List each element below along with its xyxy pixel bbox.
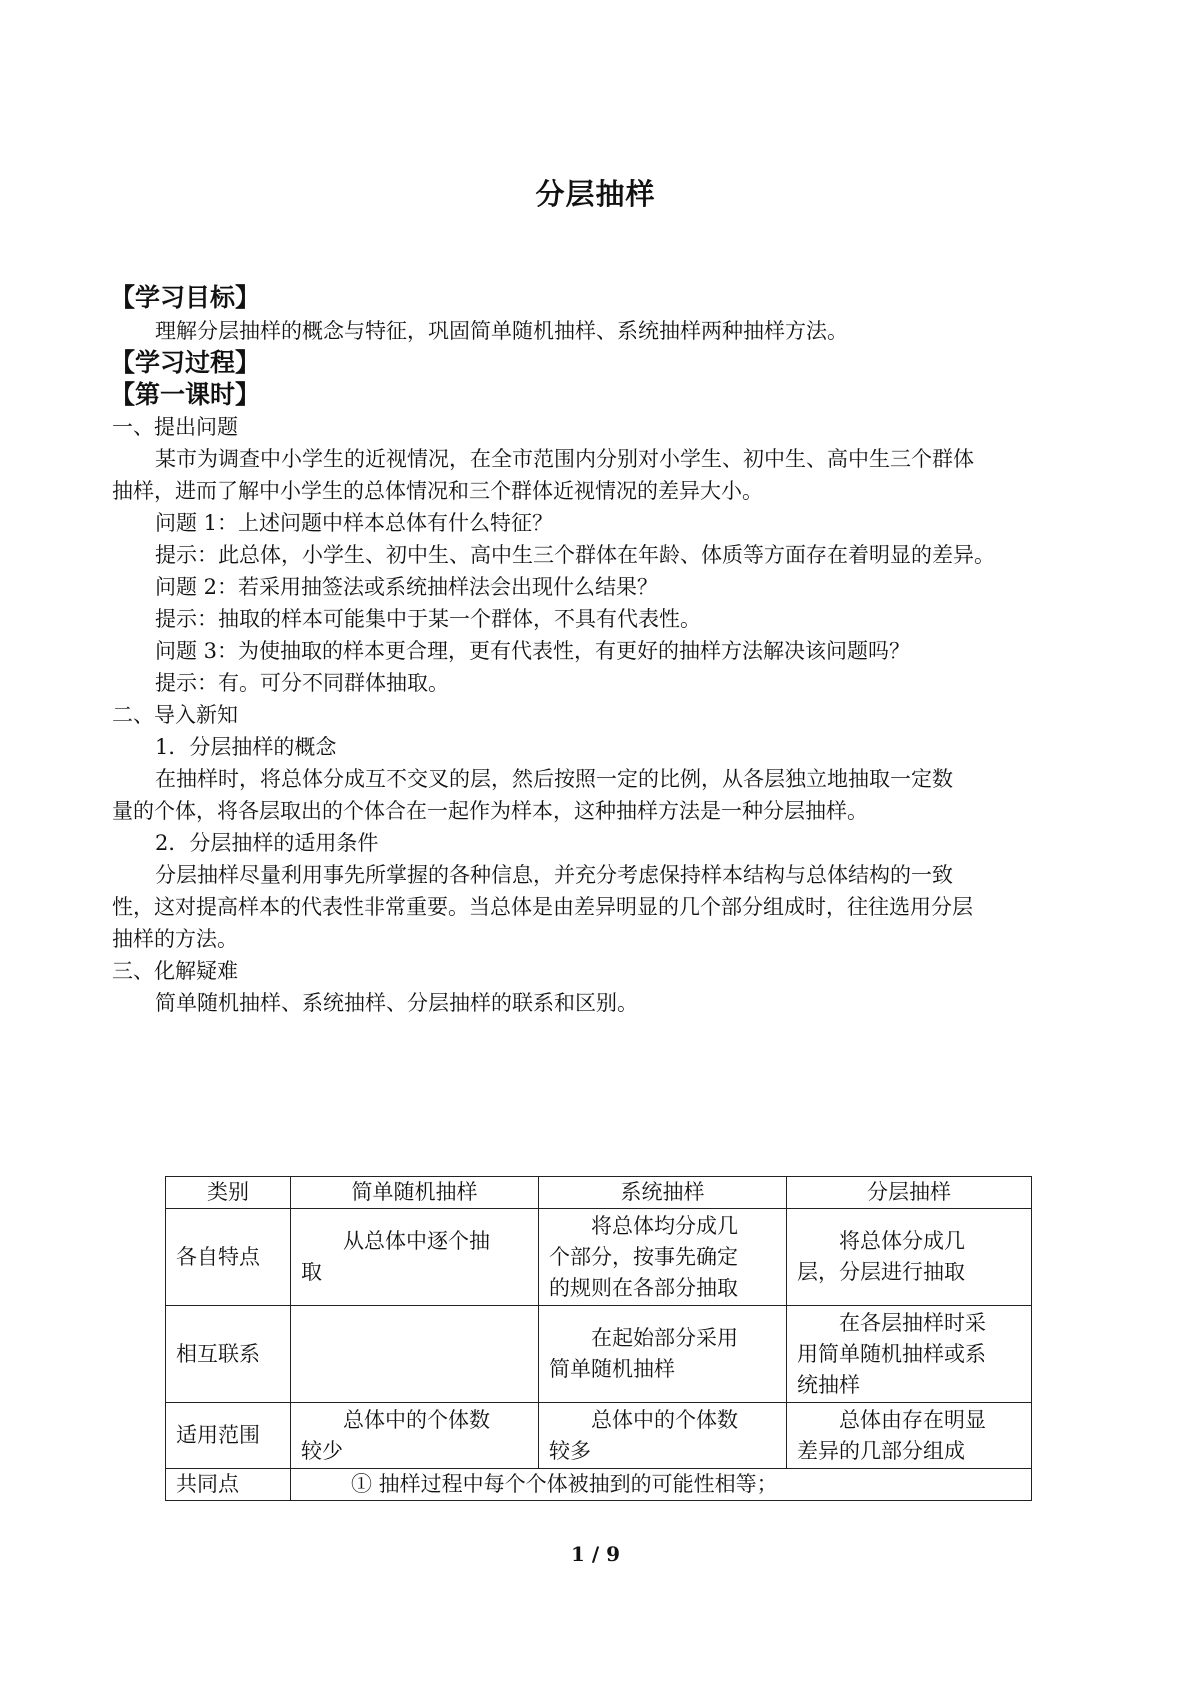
page-number: 1 / 9 (570, 1542, 621, 1566)
part3-heading: 三、化解疑难 (112, 959, 238, 983)
table-header-row (166, 1177, 1032, 1209)
cell-line: 总体中的个体数 (591, 1407, 738, 1432)
cell-line: 用简单随机抽样或系 (797, 1341, 986, 1366)
hint-3: 提示：有。可分不同群体抽取。 (155, 671, 449, 695)
row-label: 相互联系 (166, 1306, 291, 1403)
subheading-concept: 1．分层抽样的概念 (155, 735, 337, 759)
cell-line: 较多 (549, 1438, 591, 1463)
section-heading-goal: 【学习目标】 (110, 283, 261, 312)
cell-line: 的规则在各部分抽取 (549, 1275, 738, 1300)
header-cell: 简单随机抽样 (291, 1177, 539, 1209)
header-cell: 系统抽样 (539, 1177, 787, 1209)
row-label: 适用范围 (166, 1403, 291, 1469)
cell-line: 较少 (301, 1438, 343, 1463)
cell-line: 在各层抽样时采 (839, 1310, 986, 1335)
hint-2: 提示：抽取的样本可能集中于某一个群体，不具有代表性。 (155, 607, 701, 631)
section-heading-process: 【学习过程】 (110, 348, 261, 377)
table-cell (539, 1403, 787, 1469)
cell-line: 将总体分成几 (839, 1229, 965, 1253)
table-cell (539, 1209, 787, 1306)
cell-line: 简单随机抽样 (549, 1357, 675, 1381)
cell-line: 从总体中逐个抽 (343, 1229, 490, 1253)
page-title: 分层抽样 (535, 177, 656, 211)
cell-line: 个部分，按事先确定 (549, 1244, 738, 1269)
table-cell-empty (291, 1306, 539, 1403)
question-3: 问题 3：为使抽取的样本更合理，更有代表性，有更好的抽样方法解决该问题吗？ (155, 639, 911, 663)
cell-line: 将总体均分成几 (591, 1213, 738, 1238)
cell-line: 层，分层进行抽取 (797, 1260, 965, 1284)
table-row (166, 1306, 1032, 1403)
table-cell (787, 1306, 1032, 1403)
table-cell (787, 1209, 1032, 1306)
cell-line: 差异的几部分组成 (797, 1438, 965, 1463)
row-label: 各自特点 (166, 1209, 291, 1306)
conditions-paragraph-line: 分层抽样尽量利用事先所掌握的各种信息，并充分考虑保持样本结构与总体结构的一致 (155, 863, 953, 887)
common-point-cell: ① 抽样过程中每个个体被抽到的可能性相等； (291, 1469, 1032, 1501)
header-cell: 分层抽样 (787, 1177, 1032, 1209)
table-cell (291, 1403, 539, 1469)
question-2: 问题 2：若采用抽签法或系统抽样法会出现什么结果？ (155, 575, 659, 599)
header-cell: 类别 (166, 1177, 291, 1209)
table-cell (539, 1306, 787, 1403)
cell-line: 取 (301, 1260, 322, 1284)
hint-1: 提示：此总体，小学生、初中生、高中生三个群体在年龄、体质等方面存在着明显的差异。 (155, 543, 995, 567)
section-heading-first-lesson: 【第一课时】 (110, 380, 261, 409)
conditions-paragraph-line: 性，这对提高样本的代表性非常重要。当总体是由差异明显的几个部分组成时，往往选用分层 (112, 895, 973, 919)
table-cell (291, 1209, 539, 1306)
cell-line: 总体由存在明显 (839, 1407, 986, 1432)
table-row (166, 1469, 1032, 1501)
question-1: 问题 1：上述问题中样本总体有什么特征？ (155, 511, 554, 535)
part1-heading: 一、提出问题 (112, 415, 238, 439)
cell-line: 在起始部分采用 (591, 1326, 738, 1350)
table-row (166, 1403, 1032, 1469)
part3-text: 简单随机抽样、系统抽样、分层抽样的联系和区别。 (155, 991, 638, 1015)
row-label: 共同点 (166, 1469, 291, 1501)
part1-paragraph-line: 抽样，进而了解中小学生的总体情况和三个群体近视情况的差异大小。 (112, 479, 763, 503)
comparison-table (165, 1176, 1032, 1501)
table-row (166, 1209, 1032, 1306)
goal-text: 理解分层抽样的概念与特征，巩固简单随机抽样、系统抽样两种抽样方法。 (155, 319, 848, 343)
subheading-conditions: 2．分层抽样的适用条件 (155, 831, 379, 855)
concept-paragraph-line: 量的个体，将各层取出的个体合在一起作为样本，这种抽样方法是一种分层抽样。 (112, 799, 868, 823)
cell-line: 总体中的个体数 (343, 1407, 490, 1432)
table-cell (787, 1403, 1032, 1469)
conditions-paragraph-line: 抽样的方法。 (112, 927, 238, 951)
cell-line: 统抽样 (797, 1372, 860, 1397)
concept-paragraph-line: 在抽样时，将总体分成互不交叉的层，然后按照一定的比例，从各层独立地抽取一定数 (155, 767, 953, 791)
part1-paragraph-line: 某市为调查中小学生的近视情况，在全市范围内分别对小学生、初中生、高中生三个群体 (155, 447, 974, 471)
part2-heading: 二、导入新知 (112, 703, 238, 727)
